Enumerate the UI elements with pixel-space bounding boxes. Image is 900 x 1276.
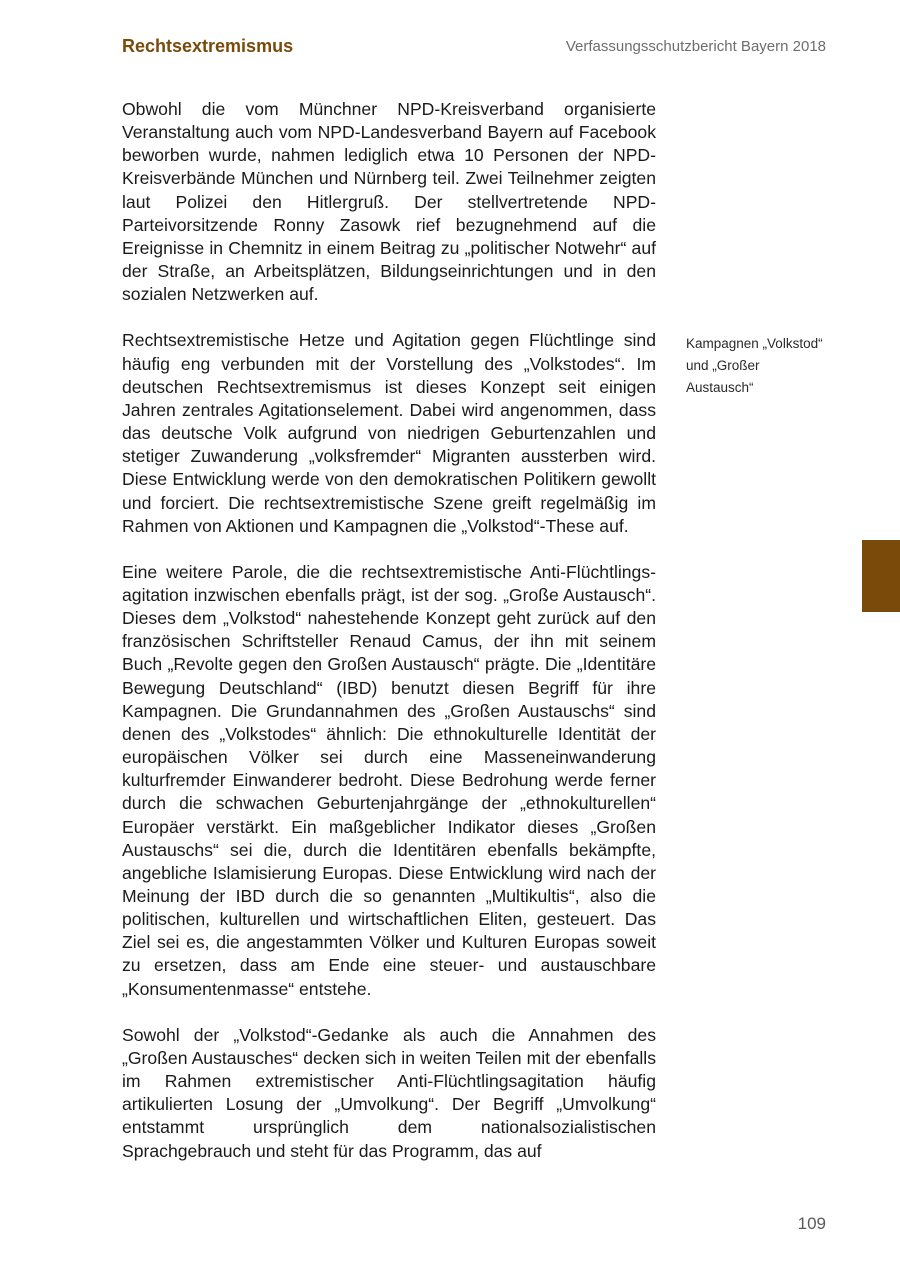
margin-note: Kampagnen „Volkstod“ und „Großer Austausch“: [686, 336, 823, 395]
paragraph-2: Rechtsextremistische Hetze und Agitation gegen Flüchtlinge sind häufig eng verbunden mit der Vorstellung des „Volkstodes“. Im deutschen Rechtsextremismus ist dieses Konzept seit einigen Jahren zentrales Agitationselement. Dabei wird angenommen, dass das deutsche Volk aufgrund von niedrigen Geburtenzahlen und stetiger Zuwanderung „volksfremder“ Migranten aussterben wird. Diese Entwicklung werde von den demokratischen Politikern gewollt und forciert. Die rechtsextremistische Szene greift regelmäßig im Rahmen von Aktionen und Kampagnen die „Volkstod“-These auf.: [122, 330, 656, 536]
paragraph-4: Sowohl der „Volkstod“-Gedanke als auch die Annahmen des „Großen Austausches“ decken sich in weiten Teilen mit der ebenfalls im Rahmen extremistischer Anti-Flüchtlingsagitation häufig artikulierten Losung der „Umvolkung“. Der Begriff „Umvolkung“ entstammt ursprünglich dem nationalsozialistischen Sprachgebrauch und steht für das Programm, das auf: [122, 1024, 656, 1161]
paragraph-3: Eine weitere Parole, die die rechtsextremistische Anti-Flüchtlingsagitation inzwischen ebenfalls prägt, ist der sog. „Große Austausch“. Dieses dem „Volkstod“ nahestehende Konzept geht zurück auf den französischen Schriftsteller Renaud Camus, der ihn mit seinem Buch „Revolte gegen den Großen Austausch“ prägte. Die „Identitäre Bewegung Deutschland“ (IBD) benutzt diesen Begriff für ihre Kampagnen. Die Grundannahmen des „Großen Austauschs“ sind denen des „Volkstodes“ ähnlich: Die ethnokulturelle Identität der europäischen Völker sei durch eine Masseneinwanderung kulturfremder Einwanderer bedroht. Diese Bedrohung werde ferner durch die schwachen Geburtenjahrgänge der „ethnokulturellen“ Europäer verstärkt. Ein maßgeblicher Indikator dieses „Großen Austauschs“ sei die, durch die Identitären ebenfalls bekämpfte, angebliche Islamisierung Europas. Diese Entwicklung wird nach der Meinung der IBD durch die so genannten „Multikultis“, also die politischen, kulturellen und wirtschaftlichen Eliten, gesteuert. Das Ziel sei es, die angestammten Völker und Kulturen Europas soweit zu ersetzen, dass am Ende eine steuer- und austauschbare „Konsumentenmasse“ entstehe.: [122, 561, 656, 999]
chapter-tab-marker: [862, 540, 900, 612]
main-text-column: [122, 98, 656, 1186]
page-number: 109: [797, 1214, 826, 1233]
section-title: Rechtsextremismus: [122, 36, 294, 56]
report-title: Verfassungsschutzbericht Bayern 2018: [565, 38, 826, 55]
paragraph-1: Obwohl die vom Münchner NPD-Kreisverband organisierte Veranstaltung auch vom NPD-Landesverband Bayern auf Facebook beworben wurde, nahmen lediglich etwa 10 Personen der NPD-Kreisverbände München und Nürnberg teil. Zwei Teilnehmer zeigten laut Polizei den Hitlergruß. Der stellvertretende NPD-Parteivorsitzende Ronny Zasowk rief bezugnehmend auf die Ereignisse in Chemnitz in einem Beitrag zu „politischer Notwehr“ auf der Straße, an Arbeitsplätzen, Bildungseinrichtungen und in den sozialen Netzwerken auf.: [122, 99, 656, 305]
